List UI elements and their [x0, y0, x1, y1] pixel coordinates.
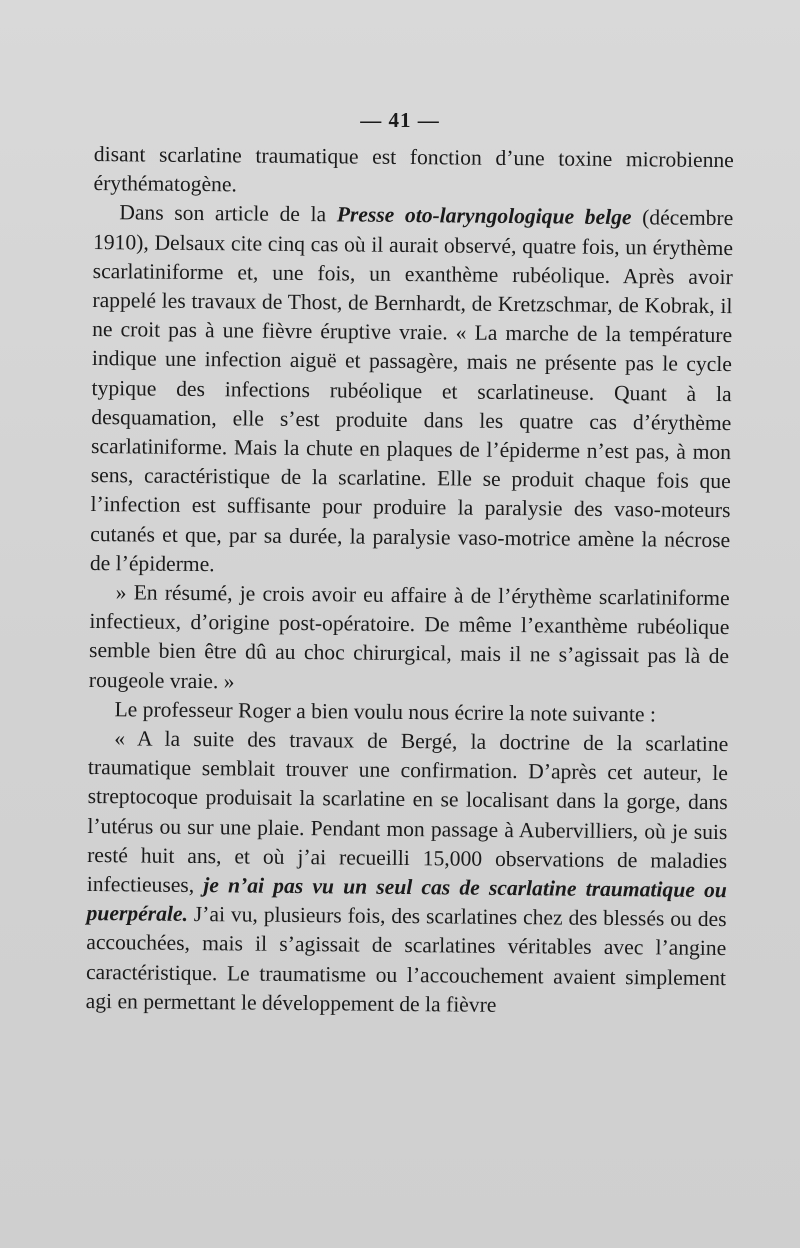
text-run: Le professeur Roger a bien voulu nous écrire la note suivante : [114, 697, 657, 727]
page-number: — 41 — [360, 108, 440, 132]
text-run: (décembre 1910), Delsaux cite cinq cas où il aurait observé, quatre fois, un érythème scarlatiniforme et, une fois, un exanthème rubéolique. Après avoir rappelé les travaux de Thost, de Bernhardt, de Kretzschmar, de Kobrak, il ne croit pas à une fièvre éruptive vraie. « La marche de la température indique une infection aiguë et passagère, mais ne présente pas le cycle typique des infections rubéolique et scarlatineuse. Quant à la desquamation, elle s’est produite dans les quatre cas d’érythème scarlatiniforme. Mais la chute en plaques de l’épiderme n’est pas, à mon sens, caractéristique de la scarlatine. Elle se produit chaque fois que l’infection est suffisante pour produire la paralysie des vaso-moteurs cutanés et que, par sa durée, la paralysie vaso-motrice amène la nécrose de l’épiderme. [89, 205, 734, 577]
emphasis-text: je n’ai pas vu un seul cas de scarlatine traumatique ou puerpérale. [86, 873, 727, 927]
text-run: « A la suite des travaux de Bergé, la doctrine de la scarlatine traumatique semblait trouver une confirmation. D’après cet auteur, le streptocoque produisait la scarlatine en se localisant dans la gorge, dans l’utérus ou sur une plaie. Pendant mon passage à Aubervilliers, où je suis resté huit ans, et où j’ai recueilli 15,000 observations de maladies infectieuses, [86, 726, 729, 898]
text-run: disant scarlatine traumatique est fonction d’une toxine microbienne érythématogène. [93, 141, 734, 197]
text-run: J’ai vu, plusieurs fois, des scarlatines chez des blessés ou des accouchées, mais il s’agissait de scarlatines véritables avec l’angine caractéristique. Le traumatisme ou l’accouchement avaient simplement agi en permettant le développement de la fièvre [85, 902, 727, 1017]
paragraph-1 [93, 140, 734, 205]
paragraph-5 [86, 724, 729, 1022]
text-run: Dans son article de la [119, 200, 337, 227]
paragraph-2 [90, 198, 734, 584]
paragraph-3 [89, 578, 730, 701]
journal-title: Presse oto-laryngologique belge [336, 202, 632, 230]
text-run: » En résumé, je crois avoir eu affaire à de l’érythème scarlatiniforme infectieux, d’origine post-opératoire. De même l’exanthème rubéolique semble bien être dû au choc chirurgical, mais il ne s’agissait pas là de rougeole vraie. » [88, 580, 730, 694]
body-text [86, 140, 734, 1022]
